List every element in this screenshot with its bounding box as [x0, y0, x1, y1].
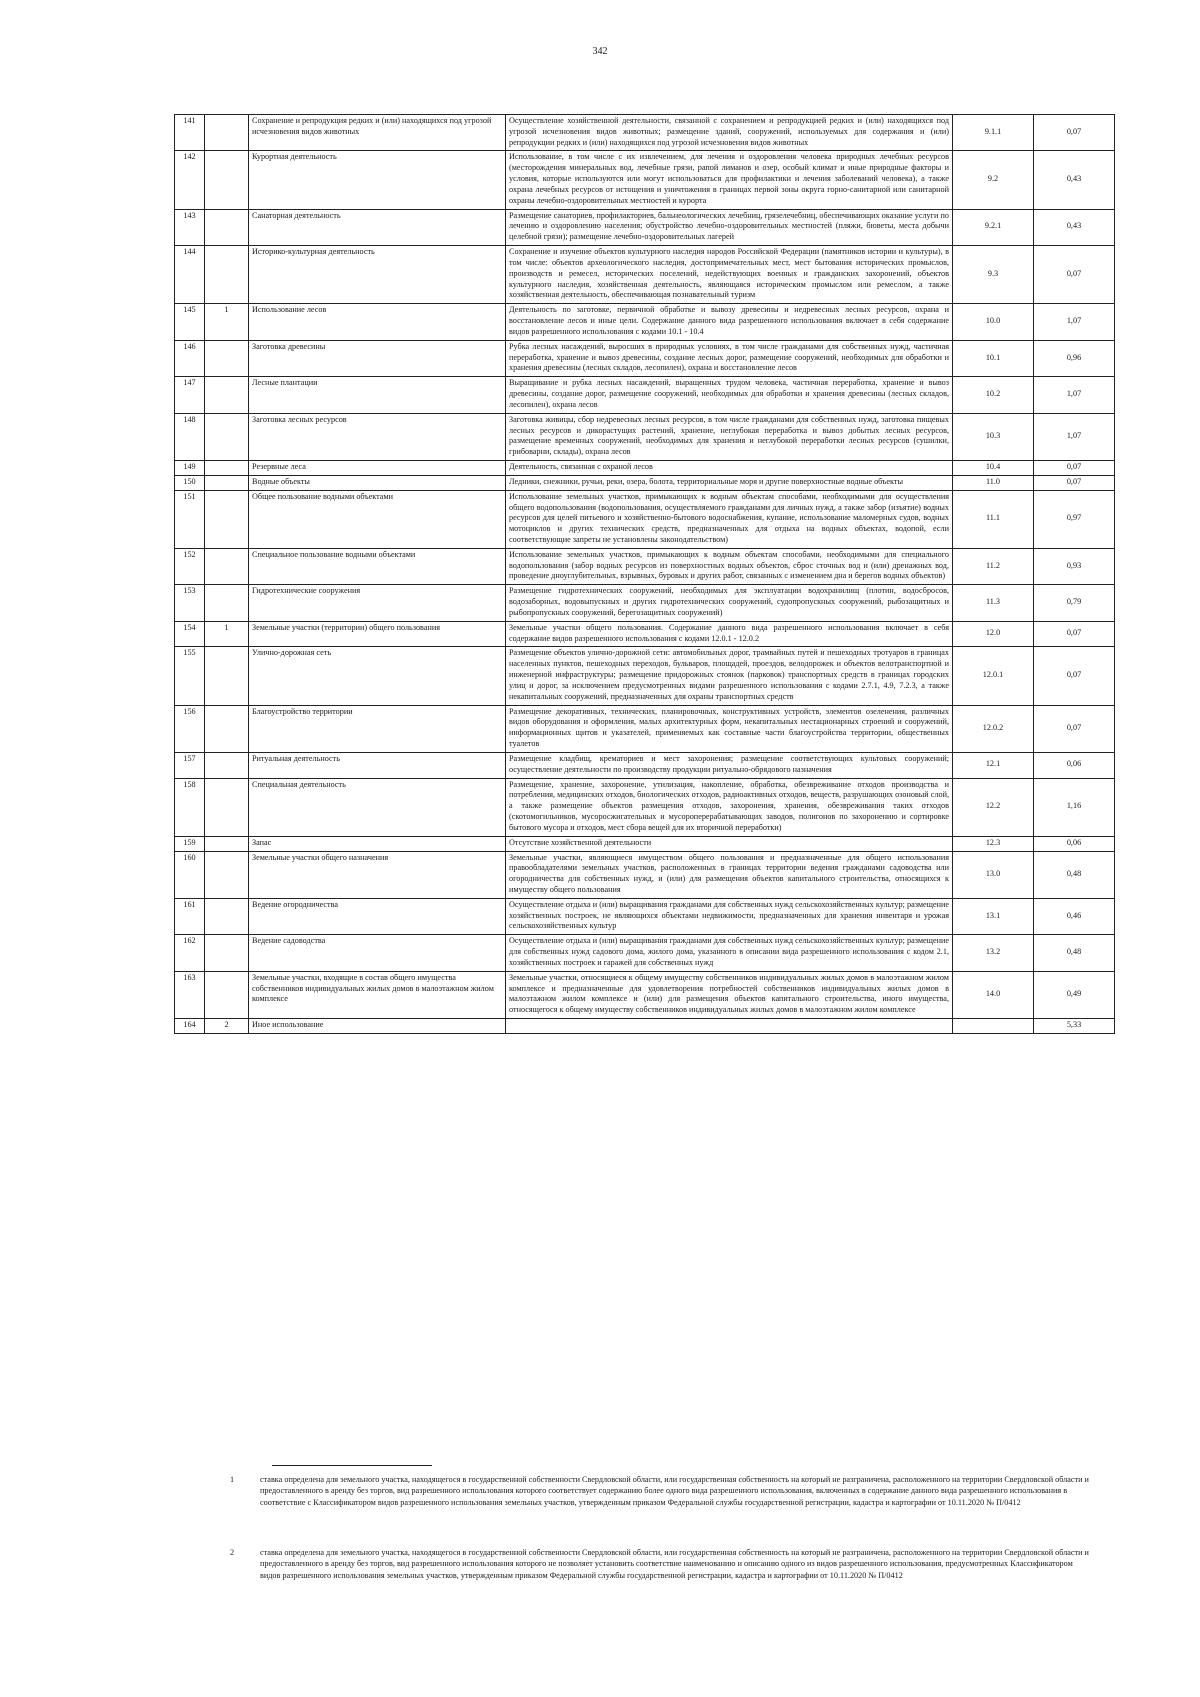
- use-type-description: Заготовка живицы, сбор недревесных лесных ресурсов, в том числе гражданами для собственных нужд, заготовка пищевых лесных ресурсов и дикорастущих растений, хранение, неглубокая переработка и вывоз добытых лесных ресурсов, размещение временных сооружений, необходимых для хранения и неглубокой переработки лесных ресурсов (сушилки, грибоварни, склады), охрана лесов: [506, 413, 953, 460]
- use-type-name: Земельные участки общего назначения: [249, 851, 506, 898]
- rate-value: 0,06: [1034, 836, 1115, 851]
- use-type-description: Земельные участки, являющиеся имуществом общего пользования и предназначенные для общего использования правообладателями земельных участков, расположенных в границах территории ведения гражданами садоводства или огородничества для собственных нужд, и (или) для размещения объектов капитального строительства, относящихся к имуществу общего пользования: [506, 851, 953, 898]
- use-type-name: Водные объекты: [249, 475, 506, 490]
- rate-value: 0,07: [1034, 475, 1115, 490]
- use-type-name: Специальное пользование водными объектами: [249, 548, 506, 584]
- footnote-ref: [205, 413, 249, 460]
- rate-value: 1,07: [1034, 377, 1115, 413]
- use-type-name: Заготовка древесины: [249, 340, 506, 376]
- table-row: [175, 340, 1115, 376]
- row-number: 145: [175, 304, 205, 340]
- table-row: [175, 304, 1115, 340]
- table-row: [175, 898, 1115, 934]
- row-number: 144: [175, 246, 205, 304]
- footnote-ref: [205, 935, 249, 971]
- classifier-code: 10.2: [953, 377, 1034, 413]
- use-type-description: Размещение санаториев, профилакториев, бальнеологических лечебниц, грязелечебниц, обеспечивающих оказание услуги по лечению и оздоровлению населения; обустройство лечебно-оздоровительных местностей (пляжи, бюветы, места добычи целебной грязи); размещение лечебно-оздоровительных лагерей: [506, 209, 953, 245]
- row-number: 162: [175, 935, 205, 971]
- classifier-code: 12.0.1: [953, 647, 1034, 705]
- use-type-name: Ритуальная деятельность: [249, 752, 506, 778]
- use-type-name: Историко-культурная деятельность: [249, 246, 506, 304]
- classifier-code: 9.2.1: [953, 209, 1034, 245]
- use-type-name: Земельные участки, входящие в состав общего имущества собственников индивидуальных жилых домов в малоэтажном жилом комплексе: [249, 971, 506, 1018]
- table-row: [175, 151, 1115, 209]
- use-type-name: Общее пользование водными объектами: [249, 490, 506, 548]
- rate-value: 0,07: [1034, 705, 1115, 752]
- classifier-code: 11.0: [953, 475, 1034, 490]
- row-number: 150: [175, 475, 205, 490]
- footnote-ref: [205, 752, 249, 778]
- row-number: 156: [175, 705, 205, 752]
- use-type-description: [506, 1019, 953, 1034]
- use-type-description: Размещение объектов улично-дорожной сети: автомобильных дорог, трамвайных путей и пешеходных тротуаров в границах населенных пунктов, пешеходных переходов, бульваров, площадей, проездов, велодорожек и объектов велотранспортной и инженерной инфраструктуры; размещение придорожных стоянок (парковок) транспортных средств в границах городских улиц и дорог, за исключением предусмотренных видами разрешенного использования с кодами 2.7.1, 4.9, 7.2.3, а также некапитальных сооружений, предназначенных для охраны транспортных средств: [506, 647, 953, 705]
- row-number: 163: [175, 971, 205, 1018]
- footnote-ref: [205, 778, 249, 836]
- use-type-description: Деятельность по заготовке, первичной обработке и вывозу древесины и недревесных лесных ресурсов, охрана и восстановление лесов и иные цели. Содержание данного вида разрешенного использования включает в себя содержание видов разрешенного использования с кодами 10.1 - 10.4: [506, 304, 953, 340]
- row-number: 159: [175, 836, 205, 851]
- rate-value: 0,96: [1034, 340, 1115, 376]
- rate-value: 0,48: [1034, 851, 1115, 898]
- footnote-ref: [205, 585, 249, 621]
- footnote-ref: [205, 246, 249, 304]
- use-type-name: Ведение огородничества: [249, 898, 506, 934]
- table-row: [175, 971, 1115, 1018]
- use-type-name: Сохранение и репродукция редких и (или) находящихся под угрозой исчезновения видов животных: [249, 115, 506, 151]
- footnote-ref: [205, 377, 249, 413]
- classifier-code: 14.0: [953, 971, 1034, 1018]
- row-number: 147: [175, 377, 205, 413]
- use-type-name: Курортная деятельность: [249, 151, 506, 209]
- footnote-ref: [205, 548, 249, 584]
- table-row: [175, 1019, 1115, 1034]
- use-type-description: Размещение, хранение, захоронение, утилизация, накопление, обработка, обезвреживание отходов производства и потребления, медицинских отходов, биологических отходов, радиоактивных отходов, веществ, разрушающих озоновый слой, а также размещение объектов размещения отходов, захоронения, хранения, обезвреживания таких отходов (скотомогильников, мусоросжигательных и мусороперерабатывающих заводов, полигонов по захоронению и сортировке бытового мусора и отходов, мест сбора вещей для их вторичной переработки): [506, 778, 953, 836]
- rate-value: 5,33: [1034, 1019, 1115, 1034]
- footnote-text: ставка определена для земельного участка, находящегося в государственной собственности Свердловской области, или государственная собственность на который не разграничена, расположенного на территории Свердловской области и предоставленного в аренду без торгов, вид разрешенного использования которого соответствует содержанию более одного вида разрешенного использования, включенных в содержание данного вида разрешенного использования в соответствие с Классификатором видов разрешенного использования земельных участков, утвержденным приказом Федеральной службы государственной регистрации, кадастра и картографии от 10.11.2020 № П/0412: [260, 1475, 1089, 1507]
- use-type-name: Благоустройство территории: [249, 705, 506, 752]
- row-number: 149: [175, 461, 205, 476]
- use-type-description: Сохранение и изучение объектов культурного наследия народов Российской Федерации (памятников истории и культуры), в том числе: объектов археологического наследия, достопримечательных мест, мест бытования исторических промыслов, производств и ремесел, исторических поселений, недействующих военных и гражданских захоронений, объектов культурного наследия, хозяйственная деятельность, являющаяся историческим промыслом или ремеслом, а также хозяйственная деятельность, обеспечивающая познавательный туризм: [506, 246, 953, 304]
- footnote-ref: 1: [205, 304, 249, 340]
- rate-value: 0,07: [1034, 461, 1115, 476]
- use-type-name: Резервные леса: [249, 461, 506, 476]
- table-row: [175, 647, 1115, 705]
- use-type-name: Гидротехнические сооружения: [249, 585, 506, 621]
- table-row: [175, 935, 1115, 971]
- use-type-description: Использование земельных участков, примыкающих к водным объектам способами, необходимыми для осуществления общего водопользования (водопользования, осуществляемого гражданами для личных нужд, а также забор (изъятие) водных ресурсов для целей питьевого и хозяйственно-бытового водоснабжения, купание, использование маломерных судов, водных мотоциклов и других технических средств, предназначенных для отдыха на водных объектах, водопой, если соответствующие запреты не установлены законодательством): [506, 490, 953, 548]
- row-number: 160: [175, 851, 205, 898]
- use-type-description: Осуществление отдыха и (или) выращивания гражданами для собственных нужд сельскохозяйственных культур; размещение для собственных нужд садового дома, жилого дома, указанного в описании вида разрешенного использования с кодом 2.1, хозяйственных построек и гаражей для собственных нужд: [506, 935, 953, 971]
- classifier-code: 12.1: [953, 752, 1034, 778]
- page-number: 342: [592, 46, 608, 57]
- rate-value: 0,93: [1034, 548, 1115, 584]
- footnote-ref: [205, 851, 249, 898]
- classifier-code: 9.1.1: [953, 115, 1034, 151]
- footnote-1: [230, 1474, 1090, 1508]
- use-type-name: Санаторная деятельность: [249, 209, 506, 245]
- use-type-name: Лесные плантации: [249, 377, 506, 413]
- footnote-mark: 2: [230, 1548, 235, 1557]
- use-type-description: Рубка лесных насаждений, выросших в природных условиях, в том числе гражданами для собственных нужд, частичная переработка, хранение и вывоз древесины, создание лесных дорог, размещение сооружений, необходимых для обработки и хранения древесины (лесных складов, лесопилен), охрана и восстановление лесов: [506, 340, 953, 376]
- row-number: 142: [175, 151, 205, 209]
- table-row: [175, 778, 1115, 836]
- rate-value: 0,07: [1034, 621, 1115, 647]
- footnote-ref: 2: [205, 1019, 249, 1034]
- table-row: [175, 705, 1115, 752]
- rate-value: 1,07: [1034, 413, 1115, 460]
- classifier-code: 11.2: [953, 548, 1034, 584]
- footnote-separator: [272, 1465, 432, 1466]
- table-row: [175, 461, 1115, 476]
- use-type-description: Отсутствие хозяйственной деятельности: [506, 836, 953, 851]
- row-number: 146: [175, 340, 205, 376]
- row-number: 148: [175, 413, 205, 460]
- row-number: 143: [175, 209, 205, 245]
- table-body: [175, 115, 1115, 1034]
- use-type-description: Размещение кладбищ, крематориев и мест захоронения; размещение соответствующих культовых сооружений; осуществление деятельности по производству продукции ритуально-обрядового назначения: [506, 752, 953, 778]
- use-type-name: Запас: [249, 836, 506, 851]
- classifier-code: 10.1: [953, 340, 1034, 376]
- table-row: [175, 851, 1115, 898]
- footnote-ref: [205, 475, 249, 490]
- row-number: 158: [175, 778, 205, 836]
- use-type-description: Осуществление хозяйственной деятельности, связанной с сохранением и репродукцией редких и (или) находящихся под угрозой исчезновения видов животных; размещение зданий, сооружений, используемых для содержания и (или) репродукции редких и (или) находящихся под угрозой исчезновения видов животных: [506, 115, 953, 151]
- table-row: [175, 621, 1115, 647]
- use-type-description: Размещение декоративных, технических, планировочных, конструктивных устройств, элементов озеленения, различных видов оборудования и оформления, малых архитектурных форм, некапитальных нестационарных строений и сооружений, информационных щитов и указателей, применяемых как составные части благоустройства территории, общественных туалетов: [506, 705, 953, 752]
- classifier-code: [953, 1019, 1034, 1034]
- classifier-code: 9.3: [953, 246, 1034, 304]
- row-number: 153: [175, 585, 205, 621]
- use-type-name: Улично-дорожная сеть: [249, 647, 506, 705]
- table-row: [175, 115, 1115, 151]
- rate-value: 0,49: [1034, 971, 1115, 1018]
- use-type-description: Ледники, снежники, ручьи, реки, озера, болота, территориальные моря и другие поверхностные водные объекты: [506, 475, 953, 490]
- footnote-ref: [205, 340, 249, 376]
- use-type-description: Земельные участки общего пользования. Содержание данного вида разрешенного использования включает в себя содержание видов разрешенного использования с кодами 12.0.1 - 12.0.2: [506, 621, 953, 647]
- rate-value: 1,07: [1034, 304, 1115, 340]
- footnote-ref: [205, 647, 249, 705]
- footnote-ref: [205, 490, 249, 548]
- classifier-code: 11.1: [953, 490, 1034, 548]
- table-row: [175, 246, 1115, 304]
- classifier-code: 13.0: [953, 851, 1034, 898]
- use-type-description: Размещение гидротехнических сооружений, необходимых для эксплуатации водохранилищ (плотин, водосбросов, водозаборных, водовыпускных и других гидротехнических сооружений, судопропускных сооружений, рыбозащитных и рыбопропускных сооружений, берегозащитных сооружений): [506, 585, 953, 621]
- footnote-ref: [205, 461, 249, 476]
- use-type-name: Ведение садоводства: [249, 935, 506, 971]
- footnote-ref: [205, 115, 249, 151]
- footnote-ref: [205, 836, 249, 851]
- table-row: [175, 413, 1115, 460]
- rate-value: 0,43: [1034, 209, 1115, 245]
- use-type-name: Иное использование: [249, 1019, 506, 1034]
- classifier-code: 12.2: [953, 778, 1034, 836]
- footnote-ref: [205, 971, 249, 1018]
- table-row: [175, 475, 1115, 490]
- table-row: [175, 209, 1115, 245]
- classifier-code: 13.2: [953, 935, 1034, 971]
- classifier-code: 10.0: [953, 304, 1034, 340]
- row-number: 164: [175, 1019, 205, 1034]
- rate-value: 0,07: [1034, 115, 1115, 151]
- row-number: 161: [175, 898, 205, 934]
- classifier-code: 10.4: [953, 461, 1034, 476]
- footnote-ref: [205, 898, 249, 934]
- rate-value: 0,48: [1034, 935, 1115, 971]
- rate-value: 0,06: [1034, 752, 1115, 778]
- classifier-code: 12.0.2: [953, 705, 1034, 752]
- footnote-ref: [205, 151, 249, 209]
- classifier-code: 12.0: [953, 621, 1034, 647]
- rate-value: 0,46: [1034, 898, 1115, 934]
- use-type-name: Земельные участки (территории) общего пользования: [249, 621, 506, 647]
- use-type-description: Земельные участки, относящиеся к общему имуществу собственников индивидуальных жилых домов в малоэтажном жилом комплексе и предназначенные для удовлетворения потребностей собственников индивидуальных жилых домов в малоэтажном жилом комплексе и (или) для размещения объектов капитального строительства, иного имущества, относящегося к общему имуществу собственников индивидуальных жилых домов в малоэтажном жилом комплексе: [506, 971, 953, 1018]
- footnote-ref: 1: [205, 621, 249, 647]
- use-type-name: Использование лесов: [249, 304, 506, 340]
- row-number: 154: [175, 621, 205, 647]
- land-use-rates-table: [174, 114, 1115, 1034]
- rate-value: 0,07: [1034, 647, 1115, 705]
- table-row: [175, 377, 1115, 413]
- rate-value: 0,43: [1034, 151, 1115, 209]
- classifier-code: 13.1: [953, 898, 1034, 934]
- table-row: [175, 585, 1115, 621]
- rate-value: 0,07: [1034, 246, 1115, 304]
- table-row: [175, 548, 1115, 584]
- footnote-text: ставка определена для земельного участка, находящегося в государственной собственности Свердловской области, или государственная собственность на который не разграничена, расположенного на территории Свердловской области и предоставленного в аренду без торгов, вид разрешенного использования которого не позволяет установить соответствие наименованию и описанию одного из видов разрешенного использования, предусмотренных Классификатором видов разрешенного использования земельных участков, утвержденным приказом Федеральной службы государственной регистрации, кадастра и картографии от 10.11.2020 № П/0412: [260, 1548, 1089, 1580]
- row-number: 157: [175, 752, 205, 778]
- table-row: [175, 490, 1115, 548]
- use-type-name: Специальная деятельность: [249, 778, 506, 836]
- footnote-ref: [205, 705, 249, 752]
- table-row: [175, 836, 1115, 851]
- classifier-code: 10.3: [953, 413, 1034, 460]
- use-type-description: Использование, в том числе с их извлечением, для лечения и оздоровления человека природных лечебных ресурсов (месторождения минеральных вод, лечебные грязи, рапой лиманов и озер, особый климат и иные природные факторы и условия, которые используются или могут использоваться для профилактики и лечения заболеваний человека), а также охрана лечебных ресурсов от истощения и уничтожения в границах первой зоны округа горно-санитарной или санитарной охраны лечебно-оздоровительных местностей и курорта: [506, 151, 953, 209]
- classifier-code: 9.2: [953, 151, 1034, 209]
- use-type-description: Осуществление отдыха и (или) выращивания гражданами для собственных нужд сельскохозяйственных культур; размещение хозяйственных построек, не являющихся объектами недвижимости, предназначенных для хранения инвентаря и урожая сельскохозяйственных культур: [506, 898, 953, 934]
- use-type-description: Использование земельных участков, примыкающих к водным объектам способами, необходимыми для специального водопользования (забор водных ресурсов из поверхностных водных объектов, сброс сточных вод и (или) дренажных вод, проведение дноуглубительных, взрывных, буровых и других работ, связанных с изменением дна и берегов водных объектов): [506, 548, 953, 584]
- rate-value: 1,16: [1034, 778, 1115, 836]
- classifier-code: 12.3: [953, 836, 1034, 851]
- use-type-description: Выращивание и рубка лесных насаждений, выращенных трудом человека, частичная переработка, хранение и вывоз древесины, создание дорог, размещение сооружений, необходимых для обработки и хранения древесины (лесных складов, лесопилен), охрана лесов: [506, 377, 953, 413]
- rate-value: 0,79: [1034, 585, 1115, 621]
- row-number: 155: [175, 647, 205, 705]
- use-type-name: Заготовка лесных ресурсов: [249, 413, 506, 460]
- use-type-description: Деятельность, связанная с охраной лесов: [506, 461, 953, 476]
- table-row: [175, 752, 1115, 778]
- footnote-2: [230, 1547, 1090, 1581]
- row-number: 152: [175, 548, 205, 584]
- footnote-mark: 1: [230, 1475, 235, 1484]
- row-number: 141: [175, 115, 205, 151]
- footnote-ref: [205, 209, 249, 245]
- rate-value: 0,97: [1034, 490, 1115, 548]
- classifier-code: 11.3: [953, 585, 1034, 621]
- row-number: 151: [175, 490, 205, 548]
